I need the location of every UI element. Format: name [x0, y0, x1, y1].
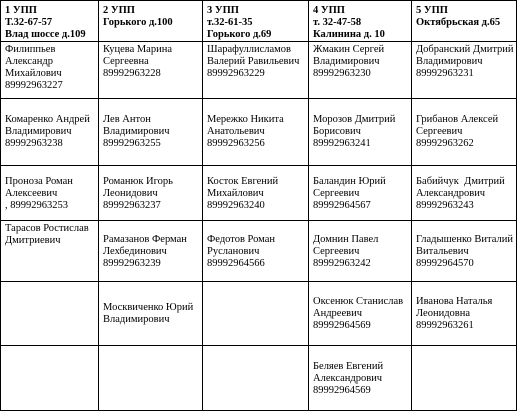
cell-line: 89992963227: [5, 80, 63, 91]
cell-line: Андреевич: [313, 307, 362, 319]
cell-line: 89992963243: [416, 199, 474, 211]
cell-line: Морозов Дмитрий: [313, 114, 396, 126]
cell-line: Шарафуллисламов: [207, 44, 292, 55]
cell-line: Сергеевич: [313, 245, 360, 257]
table-row: [1, 346, 517, 411]
table-cell: [309, 346, 412, 411]
header-line: Калинина д. 10: [313, 29, 385, 40]
header-cell-upp-1: [1, 1, 99, 42]
cell-line: 89992963255: [103, 138, 161, 150]
cell-line: Добранский Дмитрий: [416, 44, 514, 55]
table-cell: [412, 42, 517, 99]
table-cell: [412, 221, 517, 281]
header-line: 1 УПП: [5, 5, 37, 16]
table-cell: [1, 98, 99, 165]
cell-line: Владимирович: [313, 56, 380, 67]
cell-line: 89992963261: [416, 319, 474, 331]
cell-line: Александр: [5, 56, 53, 67]
cell-line: Михайлович: [207, 187, 264, 199]
cell-line: Гладышенко Виталий: [416, 233, 513, 245]
cell-line: Федотов Роман: [207, 233, 276, 245]
cell-line: Леонидовна: [416, 307, 471, 319]
header-line: т. 32-47-58: [313, 17, 362, 28]
cell-line: Сергеевич: [416, 126, 463, 138]
table-cell: [412, 346, 517, 411]
cell-line: Анатольевич: [207, 126, 265, 138]
header-line: т.32-61-35: [207, 17, 253, 28]
table-cell: [309, 221, 412, 281]
cell-line: Беляев Евгений: [313, 360, 384, 372]
cell-line: Рамазанов Ферман: [103, 233, 187, 245]
table-cell: [309, 42, 412, 99]
table-cell: [203, 221, 309, 281]
cell-line: Михайлович: [5, 68, 62, 79]
table-cell: [99, 42, 203, 99]
header-line: Горького д.69: [207, 29, 272, 40]
header-line: 3 УПП: [207, 5, 239, 16]
cell-line: Комаренко Андрей: [5, 114, 90, 126]
cell-line: Тарасов Ростислав: [5, 223, 89, 235]
cell-line: 89992963241: [313, 138, 371, 150]
cell-line: 89992964566: [207, 257, 265, 269]
table-row: [1, 221, 517, 281]
cell-line: 89992963238: [5, 138, 63, 150]
cell-line: Домнин Павел: [313, 233, 379, 245]
table-cell: [1, 42, 99, 99]
cell-line: 89992963240: [207, 199, 265, 211]
table-cell: [412, 281, 517, 346]
table-cell: [1, 221, 99, 281]
table-cell: [1, 281, 99, 346]
cell-line: 89992963256: [207, 138, 265, 150]
table-row: [1, 42, 517, 99]
cell-line: Жмакин Сергей: [313, 44, 385, 55]
cell-line: Сергеевна: [103, 56, 149, 67]
cell-line: Филиппьев: [5, 44, 56, 55]
header-line: Октябрьская д.65: [416, 17, 501, 28]
table-cell: [99, 221, 203, 281]
cell-line: Александрович: [416, 187, 486, 199]
table-row: [1, 281, 517, 346]
cell-line: Александрович: [313, 372, 383, 384]
header-row: [1, 1, 517, 42]
header-line: Влад шоссе д.109: [5, 29, 86, 40]
cell-line: Куцева Марина: [103, 44, 172, 55]
cell-line: Грибанов Алексей: [416, 114, 499, 126]
table-cell: [309, 281, 412, 346]
cell-line: 89992964569: [313, 384, 371, 396]
table-cell: [309, 165, 412, 221]
table-cell: [99, 281, 203, 346]
cell-line: , 89992963253: [5, 199, 68, 211]
table-cell: [412, 98, 517, 165]
table-row: [1, 165, 517, 221]
table-cell: [99, 98, 203, 165]
cell-line: Баландин Юрий: [313, 175, 386, 187]
cell-line: Бабийчук Дмитрий: [416, 175, 505, 187]
table-cell: [203, 346, 309, 411]
cell-line: Русланович: [207, 245, 260, 257]
cell-line: 89992964569: [313, 319, 371, 331]
table-cell: [203, 42, 309, 99]
header-line: 2 УПП: [103, 5, 135, 16]
table-cell: [99, 165, 203, 221]
cell-line: Валерий Равильевич: [207, 56, 300, 67]
cell-line: Владимирович: [103, 313, 170, 325]
cell-line: 89992963262: [416, 138, 474, 150]
cell-line: Мережко Никита: [207, 114, 284, 126]
cell-line: Лехбединович: [103, 245, 167, 257]
cell-line: Дмитриевич: [5, 235, 61, 247]
cell-line: Владимирович: [5, 126, 72, 138]
header-cell-upp-2: [99, 1, 203, 42]
cell-line: Сергеевич: [313, 187, 360, 199]
cell-line: 89992963231: [416, 68, 474, 79]
cell-line: 89992963230: [313, 68, 371, 79]
table-cell: [1, 346, 99, 411]
cell-line: 89992963239: [103, 257, 161, 269]
cell-line: Витальевич: [416, 245, 469, 257]
cell-line: 89992963237: [103, 199, 161, 211]
table-cell: [203, 98, 309, 165]
cell-line: 89992963242: [313, 257, 371, 269]
cell-line: 89992964567: [313, 199, 371, 211]
cell-line: 89992963229: [207, 68, 265, 79]
table-cell: [1, 165, 99, 221]
cell-line: 89992964570: [416, 257, 474, 269]
header-cell-upp-5: [412, 1, 517, 42]
cell-line: Романюк Игорь: [103, 175, 173, 187]
cell-line: Борисович: [313, 126, 361, 138]
table-cell: [203, 165, 309, 221]
header-line: 4 УПП: [313, 5, 345, 16]
cell-line: 89992963228: [103, 68, 161, 79]
table-cell: [99, 346, 203, 411]
cell-line: Оксенюк Станислав: [313, 295, 404, 307]
header-line: 5 УПП: [416, 5, 448, 16]
cell-line: Владимирович: [416, 56, 483, 67]
cell-line: Москвиченко Юрий: [103, 301, 194, 313]
table-row: [1, 98, 517, 165]
cell-line: Владимирович: [103, 126, 170, 138]
header-line: Т.32-67-57: [5, 17, 53, 28]
cell-line: Леонидович: [103, 187, 158, 199]
table-cell: [309, 98, 412, 165]
table-cell: [412, 165, 517, 221]
cell-line: Лев Антон: [103, 114, 151, 126]
cell-line: Алексеевич: [5, 187, 58, 199]
cell-line: Проноза Роман: [5, 175, 73, 187]
table-cell: [203, 281, 309, 346]
cell-line: Иванова Наталья: [416, 295, 493, 307]
header-cell-upp-3: [203, 1, 309, 42]
cell-line: Косток Евгений: [207, 175, 279, 187]
header-cell-upp-4: [309, 1, 412, 42]
header-line: Горького д.100: [103, 17, 173, 28]
